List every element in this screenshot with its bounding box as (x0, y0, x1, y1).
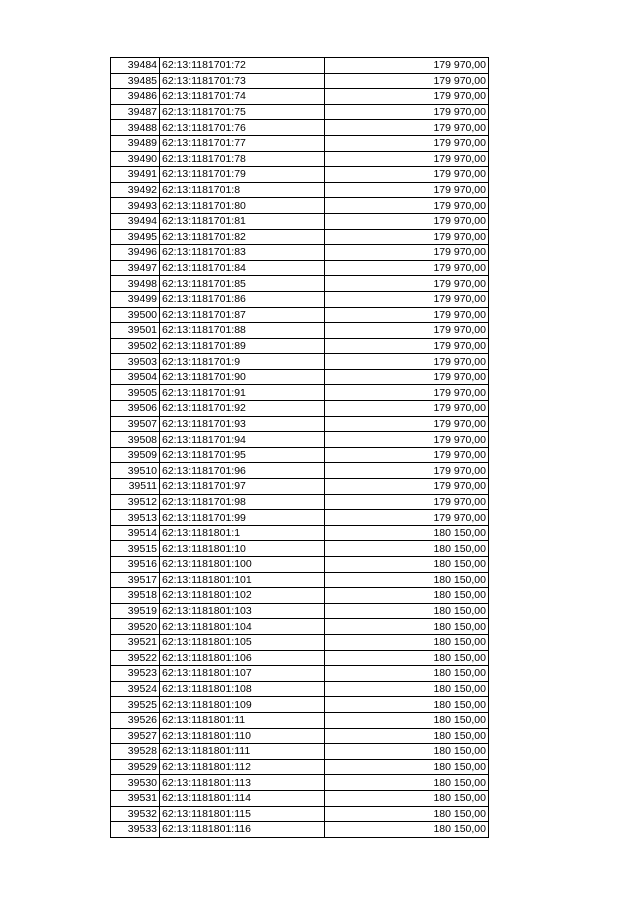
row-number-cell: 39526 (111, 712, 160, 728)
table-row (111, 104, 489, 120)
cadastral-number-cell: 62:13:1181701:76 (160, 120, 325, 136)
row-number-cell: 39488 (111, 120, 160, 136)
cadastral-value-cell: 179 970,00 (325, 307, 489, 323)
row-number-cell: 39497 (111, 260, 160, 276)
cadastral-number-cell: 62:13:1181701:74 (160, 89, 325, 105)
cadastral-number-cell: 62:13:1181701:86 (160, 291, 325, 307)
cadastral-number-cell: 62:13:1181701:75 (160, 104, 325, 120)
row-number-cell: 39484 (111, 58, 160, 74)
cadastral-number-cell: 62:13:1181701:73 (160, 73, 325, 89)
cadastral-value-cell: 179 970,00 (325, 276, 489, 292)
row-number-cell: 39489 (111, 135, 160, 151)
cadastral-value-table (110, 57, 489, 838)
row-number-cell: 39528 (111, 744, 160, 760)
cadastral-value-cell: 179 970,00 (325, 323, 489, 339)
cadastral-value-cell: 179 970,00 (325, 167, 489, 183)
row-number-cell: 39496 (111, 245, 160, 261)
table-row (111, 323, 489, 339)
row-number-cell: 39505 (111, 385, 160, 401)
table-row (111, 401, 489, 417)
row-number-cell: 39491 (111, 167, 160, 183)
row-number-cell: 39485 (111, 73, 160, 89)
cadastral-number-cell: 62:13:1181801:100 (160, 557, 325, 573)
row-number-cell: 39500 (111, 307, 160, 323)
cadastral-number-cell: 62:13:1181701:9 (160, 354, 325, 370)
row-number-cell: 39520 (111, 619, 160, 635)
cadastral-number-cell: 62:13:1181801:105 (160, 634, 325, 650)
cadastral-value-cell: 179 970,00 (325, 416, 489, 432)
row-number-cell: 39531 (111, 790, 160, 806)
table-row (111, 650, 489, 666)
cadastral-value-cell: 180 150,00 (325, 525, 489, 541)
cadastral-value-cell: 179 970,00 (325, 151, 489, 167)
table-row (111, 697, 489, 713)
cadastral-value-cell: 179 970,00 (325, 432, 489, 448)
row-number-cell: 39499 (111, 291, 160, 307)
row-number-cell: 39518 (111, 588, 160, 604)
row-number-cell: 39501 (111, 323, 160, 339)
cadastral-number-cell: 62:13:1181801:111 (160, 744, 325, 760)
table-row (111, 806, 489, 822)
cadastral-number-cell: 62:13:1181701:95 (160, 447, 325, 463)
cadastral-number-cell: 62:13:1181801:106 (160, 650, 325, 666)
cadastral-number-cell: 62:13:1181801:110 (160, 728, 325, 744)
row-number-cell: 39503 (111, 354, 160, 370)
row-number-cell: 39529 (111, 759, 160, 775)
cadastral-value-cell: 179 970,00 (325, 229, 489, 245)
row-number-cell: 39530 (111, 775, 160, 791)
row-number-cell: 39512 (111, 494, 160, 510)
cadastral-number-cell: 62:13:1181701:94 (160, 432, 325, 448)
cadastral-value-cell: 179 970,00 (325, 73, 489, 89)
cadastral-value-cell: 180 150,00 (325, 588, 489, 604)
cadastral-value-cell: 179 970,00 (325, 479, 489, 495)
table-row (111, 790, 489, 806)
cadastral-number-cell: 62:13:1181701:83 (160, 245, 325, 261)
cadastral-value-cell: 180 150,00 (325, 681, 489, 697)
row-number-cell: 39521 (111, 634, 160, 650)
row-number-cell: 39510 (111, 463, 160, 479)
row-number-cell: 39487 (111, 104, 160, 120)
table-row (111, 416, 489, 432)
cadastral-value-cell: 179 970,00 (325, 401, 489, 417)
cadastral-number-cell: 62:13:1181801:1 (160, 525, 325, 541)
table-row (111, 167, 489, 183)
cadastral-value-cell: 179 970,00 (325, 494, 489, 510)
table-row (111, 822, 489, 838)
cadastral-number-cell: 62:13:1181701:99 (160, 510, 325, 526)
cadastral-number-cell: 62:13:1181701:87 (160, 307, 325, 323)
row-number-cell: 39517 (111, 572, 160, 588)
cadastral-value-cell: 179 970,00 (325, 89, 489, 105)
cadastral-value-cell: 180 150,00 (325, 790, 489, 806)
table-row (111, 557, 489, 573)
cadastral-value-cell: 179 970,00 (325, 385, 489, 401)
cadastral-number-cell: 62:13:1181701:77 (160, 135, 325, 151)
cadastral-number-cell: 62:13:1181801:109 (160, 697, 325, 713)
cadastral-value-cell: 180 150,00 (325, 806, 489, 822)
table-row (111, 198, 489, 214)
table-row (111, 681, 489, 697)
row-number-cell: 39490 (111, 151, 160, 167)
table-row (111, 276, 489, 292)
row-number-cell: 39494 (111, 213, 160, 229)
table-row (111, 229, 489, 245)
row-number-cell: 39498 (111, 276, 160, 292)
cadastral-number-cell: 62:13:1181701:98 (160, 494, 325, 510)
cadastral-value-cell: 179 970,00 (325, 447, 489, 463)
cadastral-value-cell: 179 970,00 (325, 291, 489, 307)
cadastral-value-cell: 180 150,00 (325, 634, 489, 650)
table-row (111, 463, 489, 479)
cadastral-number-cell: 62:13:1181801:115 (160, 806, 325, 822)
row-number-cell: 39511 (111, 479, 160, 495)
cadastral-value-cell: 180 150,00 (325, 712, 489, 728)
cadastral-value-cell: 180 150,00 (325, 572, 489, 588)
cadastral-value-cell: 179 970,00 (325, 369, 489, 385)
table-row (111, 603, 489, 619)
table-row (111, 572, 489, 588)
table-row (111, 775, 489, 791)
cadastral-number-cell: 62:13:1181801:112 (160, 759, 325, 775)
row-number-cell: 39504 (111, 369, 160, 385)
table-row (111, 135, 489, 151)
cadastral-number-cell: 62:13:1181701:85 (160, 276, 325, 292)
cadastral-number-cell: 62:13:1181801:113 (160, 775, 325, 791)
row-number-cell: 39516 (111, 557, 160, 573)
table-row (111, 634, 489, 650)
cadastral-number-cell: 62:13:1181701:89 (160, 338, 325, 354)
table-row (111, 447, 489, 463)
cadastral-value-cell: 179 970,00 (325, 135, 489, 151)
row-number-cell: 39513 (111, 510, 160, 526)
row-number-cell: 39523 (111, 666, 160, 682)
cadastral-number-cell: 62:13:1181701:80 (160, 198, 325, 214)
row-number-cell: 39495 (111, 229, 160, 245)
cadastral-value-cell: 180 150,00 (325, 728, 489, 744)
cadastral-value-cell: 180 150,00 (325, 650, 489, 666)
cadastral-number-cell: 62:13:1181801:11 (160, 712, 325, 728)
table-row (111, 291, 489, 307)
table-row (111, 744, 489, 760)
table-row (111, 73, 489, 89)
row-number-cell: 39492 (111, 182, 160, 198)
cadastral-number-cell: 62:13:1181801:114 (160, 790, 325, 806)
cadastral-number-cell: 62:13:1181701:72 (160, 58, 325, 74)
table-row (111, 307, 489, 323)
cadastral-number-cell: 62:13:1181701:93 (160, 416, 325, 432)
cadastral-value-cell: 179 970,00 (325, 58, 489, 74)
cadastral-value-cell: 179 970,00 (325, 245, 489, 261)
cadastral-number-cell: 62:13:1181801:10 (160, 541, 325, 557)
cadastral-number-cell: 62:13:1181701:8 (160, 182, 325, 198)
table-row (111, 759, 489, 775)
table-row (111, 479, 489, 495)
cadastral-value-cell: 180 150,00 (325, 759, 489, 775)
cadastral-value-cell: 179 970,00 (325, 198, 489, 214)
row-number-cell: 39524 (111, 681, 160, 697)
cadastral-number-cell: 62:13:1181701:79 (160, 167, 325, 183)
cadastral-number-cell: 62:13:1181701:90 (160, 369, 325, 385)
table-row (111, 369, 489, 385)
row-number-cell: 39507 (111, 416, 160, 432)
cadastral-number-cell: 62:13:1181801:104 (160, 619, 325, 635)
row-number-cell: 39514 (111, 525, 160, 541)
row-number-cell: 39515 (111, 541, 160, 557)
table-row (111, 619, 489, 635)
table-row (111, 213, 489, 229)
cadastral-value-cell: 179 970,00 (325, 338, 489, 354)
row-number-cell: 39527 (111, 728, 160, 744)
cadastral-number-cell: 62:13:1181701:84 (160, 260, 325, 276)
row-number-cell: 39502 (111, 338, 160, 354)
row-number-cell: 39519 (111, 603, 160, 619)
row-number-cell: 39525 (111, 697, 160, 713)
cadastral-value-cell: 180 150,00 (325, 744, 489, 760)
table-row (111, 260, 489, 276)
cadastral-number-cell: 62:13:1181701:78 (160, 151, 325, 167)
row-number-cell: 39508 (111, 432, 160, 448)
table-row (111, 666, 489, 682)
cadastral-number-cell: 62:13:1181701:91 (160, 385, 325, 401)
cadastral-number-cell: 62:13:1181701:92 (160, 401, 325, 417)
table-row (111, 338, 489, 354)
table-row (111, 494, 489, 510)
row-number-cell: 39486 (111, 89, 160, 105)
table-row (111, 510, 489, 526)
table-row (111, 58, 489, 74)
table-row (111, 151, 489, 167)
table-row (111, 385, 489, 401)
table-row (111, 541, 489, 557)
cadastral-value-cell: 179 970,00 (325, 120, 489, 136)
table-row (111, 182, 489, 198)
cadastral-number-cell: 62:13:1181801:102 (160, 588, 325, 604)
cadastral-value-cell: 180 150,00 (325, 541, 489, 557)
row-number-cell: 39533 (111, 822, 160, 838)
cadastral-number-cell: 62:13:1181801:107 (160, 666, 325, 682)
table-row (111, 120, 489, 136)
table-row (111, 89, 489, 105)
cadastral-number-cell: 62:13:1181701:81 (160, 213, 325, 229)
cadastral-value-cell: 179 970,00 (325, 354, 489, 370)
cadastral-value-cell: 179 970,00 (325, 463, 489, 479)
cadastral-value-cell: 179 970,00 (325, 104, 489, 120)
cadastral-value-cell: 179 970,00 (325, 510, 489, 526)
cadastral-number-cell: 62:13:1181701:82 (160, 229, 325, 245)
cadastral-value-cell: 180 150,00 (325, 557, 489, 573)
cadastral-value-cell: 179 970,00 (325, 213, 489, 229)
table-row (111, 354, 489, 370)
row-number-cell: 39532 (111, 806, 160, 822)
cadastral-value-cell: 179 970,00 (325, 260, 489, 276)
table-row (111, 712, 489, 728)
cadastral-number-cell: 62:13:1181801:101 (160, 572, 325, 588)
cadastral-value-cell: 180 150,00 (325, 775, 489, 791)
cadastral-value-cell: 180 150,00 (325, 619, 489, 635)
cadastral-value-cell: 179 970,00 (325, 182, 489, 198)
cadastral-number-cell: 62:13:1181701:96 (160, 463, 325, 479)
table-row (111, 728, 489, 744)
row-number-cell: 39509 (111, 447, 160, 463)
cadastral-number-cell: 62:13:1181801:108 (160, 681, 325, 697)
row-number-cell: 39493 (111, 198, 160, 214)
row-number-cell: 39506 (111, 401, 160, 417)
cadastral-value-cell: 180 150,00 (325, 697, 489, 713)
table-row (111, 525, 489, 541)
cadastral-value-cell: 180 150,00 (325, 666, 489, 682)
cadastral-number-cell: 62:13:1181701:88 (160, 323, 325, 339)
table-row (111, 588, 489, 604)
cadastral-number-cell: 62:13:1181801:116 (160, 822, 325, 838)
table-body (111, 58, 489, 838)
cadastral-number-cell: 62:13:1181801:103 (160, 603, 325, 619)
table-row (111, 432, 489, 448)
cadastral-value-cell: 180 150,00 (325, 822, 489, 838)
cadastral-number-cell: 62:13:1181701:97 (160, 479, 325, 495)
cadastral-value-cell: 180 150,00 (325, 603, 489, 619)
table-row (111, 245, 489, 261)
row-number-cell: 39522 (111, 650, 160, 666)
